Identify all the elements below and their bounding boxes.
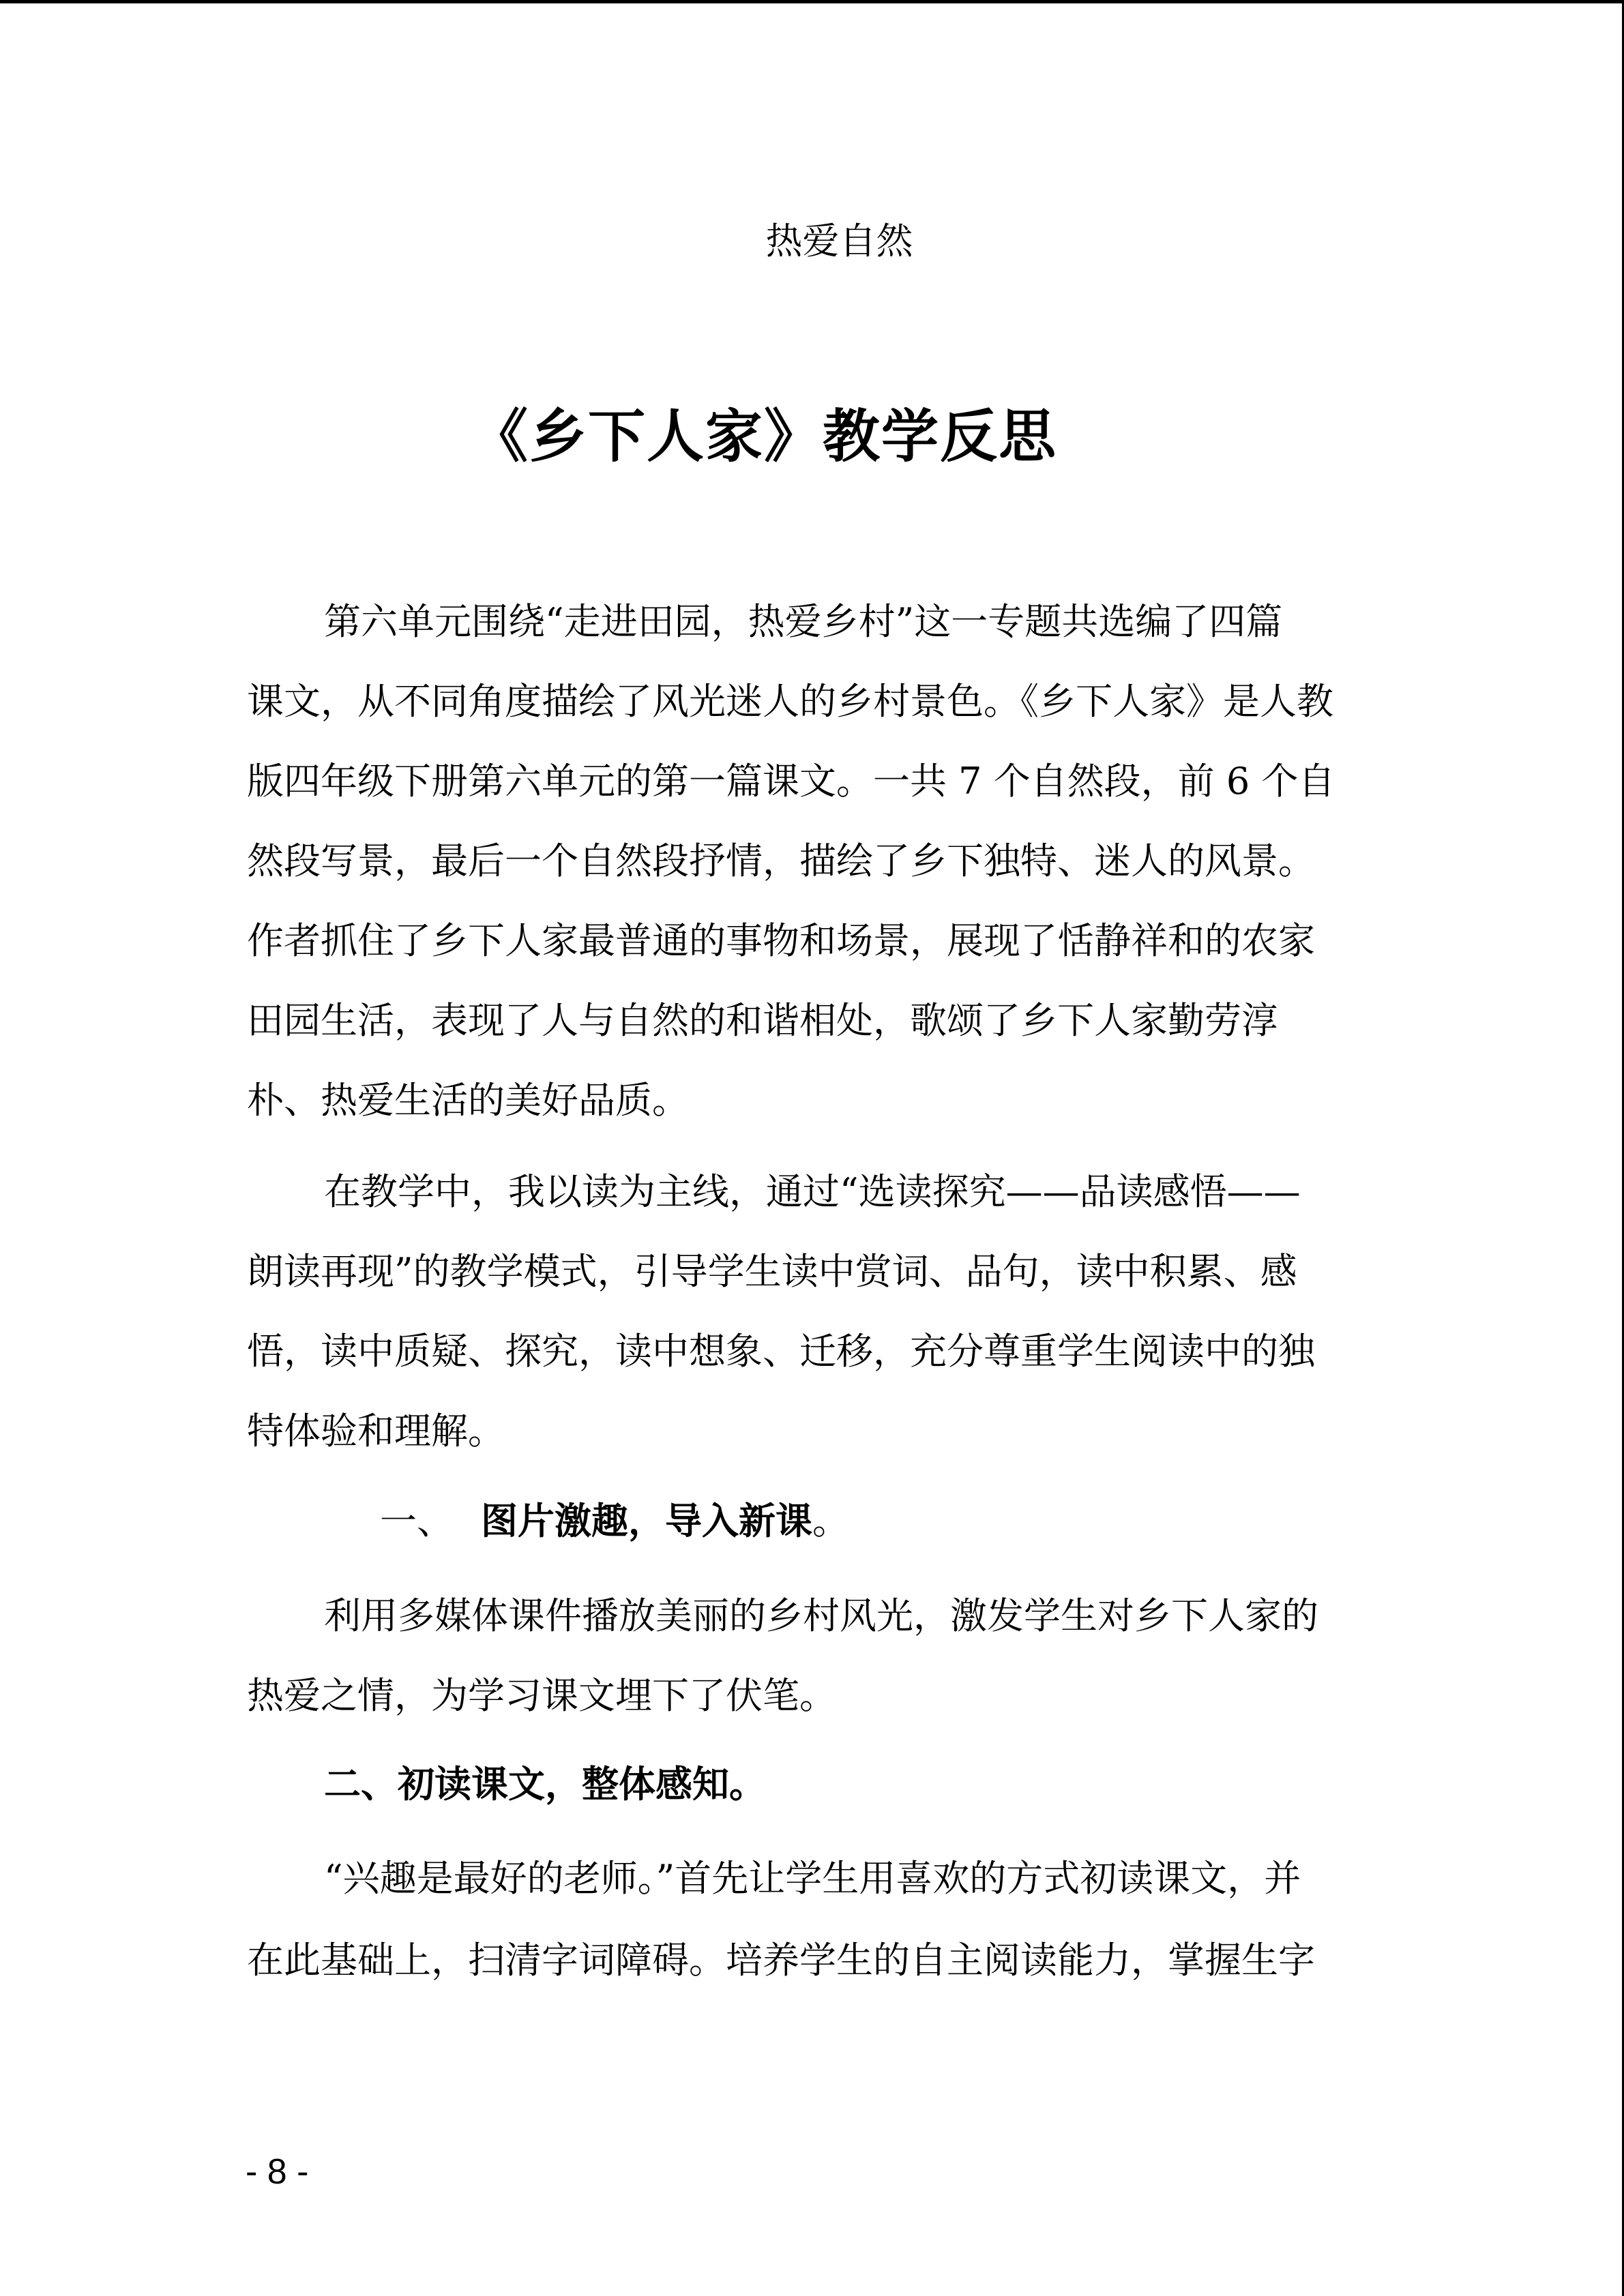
- paragraph-2-line-3: 悟，读中质疑、探究，读中想象、迁移，充分尊重学生阅读中的独: [247, 1330, 1315, 1373]
- section-2-line-2-rest: 此基础上，扫清字词障碍。培养学生的自主阅读能力，掌握生字: [284, 1939, 1315, 1982]
- paragraph-2-line-1: 在教学中，我以读为主线，通过“选读探究——品读感悟——: [324, 1170, 1301, 1213]
- page-number: - 8 -: [246, 2152, 309, 2192]
- section-1-title-end: 。: [812, 1500, 849, 1542]
- section-2-line-2: [247, 1937, 1315, 1984]
- paragraph-1-line-1: 第六单元围绕“走进田园，热爱乡村”这一专题共选编了四篇: [324, 600, 1283, 643]
- paragraph-1-line-5: 作者抓住了乡下人家最普通的事物和场景，展现了恬静祥和的农家: [247, 919, 1315, 962]
- document-title: 《乡下人家》教学反思: [470, 403, 1057, 470]
- paragraph-1-line-7: 朴、热爱生活的美好品质。: [247, 1079, 689, 1122]
- section-2-heading: 二、初读课文，整体感知。: [324, 1763, 766, 1806]
- paragraph-2-line-2: 朗读再现”的教学模式，引导学生读中赏词、品句，读中积累、感: [247, 1250, 1297, 1293]
- section-1-line-1: 利用多媒体课件播放美丽的乡村风光，激发学生对乡下人家的: [324, 1594, 1318, 1637]
- section-1-line-2: 热爱之情，为学习课文埋下了伏笔。: [247, 1674, 836, 1717]
- paragraph-1-line-3: 版四年级下册第六单元的第一篇课文。一共 7 个自然段，前 6 个自: [247, 760, 1335, 803]
- paragraph-1-line-4: 然段写景，最后一个自然段抒情，描绘了乡下独特、迷人的风景。: [247, 839, 1315, 882]
- section-1-number: 一、: [380, 1500, 454, 1542]
- paragraph-2-line-4: 特体验和理解。: [247, 1410, 505, 1452]
- section-2-line-1: “兴趣是最好的老师。”首先让学生用喜欢的方式初读课文，并: [324, 1857, 1301, 1900]
- section-1-title: 图片激趣，导入新课: [481, 1499, 812, 1542]
- paragraph-1-line-6: 田园生活，表现了人与自然的和谐相处，歌颂了乡下人家勤劳淳: [247, 999, 1278, 1042]
- section-2-line-2-start: 在: [247, 1939, 284, 1982]
- running-header: 热爱自然: [765, 220, 913, 263]
- section-1-heading: [380, 1497, 849, 1545]
- paragraph-1-line-2: 课文，从不同角度描绘了风光迷人的乡村景色。《乡下人家》是人教: [247, 680, 1333, 723]
